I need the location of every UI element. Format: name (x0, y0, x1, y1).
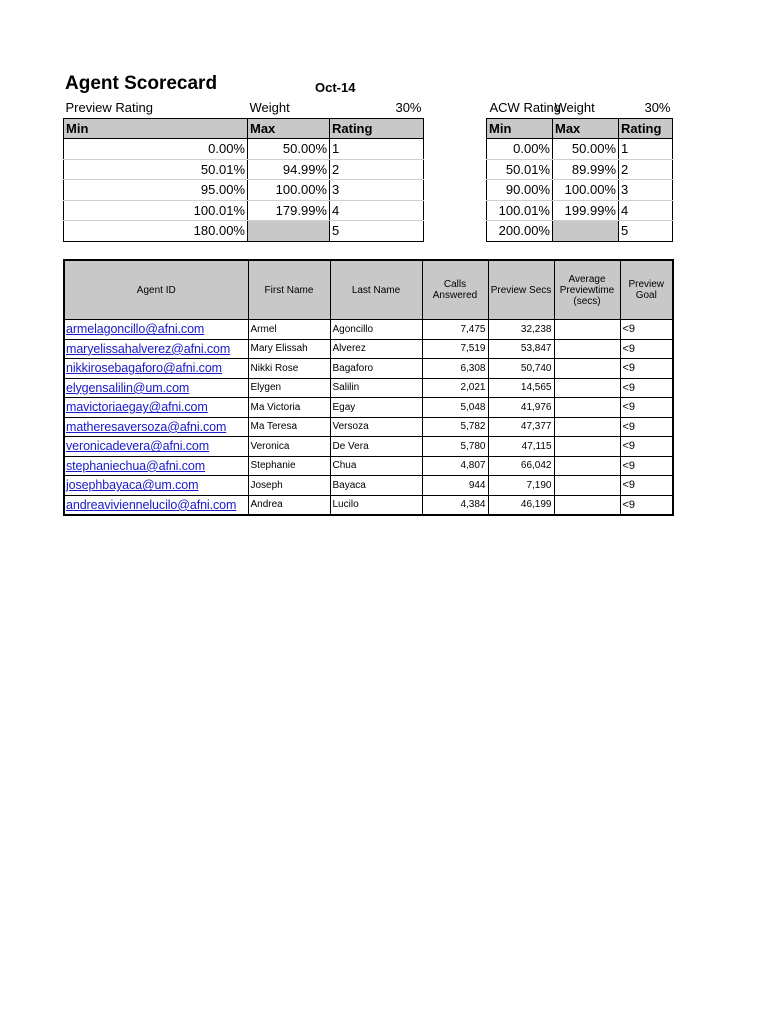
preview-rating-cell: 2 (330, 159, 424, 180)
preview-max-cell: 94.99% (248, 159, 330, 180)
table-row (64, 359, 673, 379)
first-name-cell: Stephanie (248, 456, 330, 476)
preview-rating-cell: 1 (330, 139, 424, 160)
average-previewtime-cell (554, 417, 620, 437)
preview-max-cell: 100.00% (248, 180, 330, 201)
acw-max-cell: 100.00% (553, 180, 619, 201)
calls-answered-cell: 5,780 (422, 437, 488, 457)
calls-answered-cell: 5,782 (422, 417, 488, 437)
agent-email-link[interactable]: stephaniechua@afni.com (64, 456, 248, 476)
preview-goal-cell: <9 (620, 476, 673, 496)
table-row (64, 339, 673, 359)
last-name-cell: Bayaca (330, 476, 422, 496)
preview-goal-cell: <9 (620, 437, 673, 457)
table-row (487, 221, 673, 242)
acw-min-cell: 0.00% (487, 139, 553, 160)
average-previewtime-cell (554, 476, 620, 496)
preview-rating-label: Preview Rating (64, 98, 248, 118)
last-name-cell: Salilin (330, 378, 422, 398)
agent-email-link[interactable]: josephbayaca@um.com (64, 476, 248, 496)
first-name-cell: Ma Victoria (248, 398, 330, 418)
month-label: Oct-14 (315, 80, 356, 95)
first-name-cell: Andrea (248, 495, 330, 515)
table-row (64, 221, 424, 242)
agent-email-link[interactable]: armelagoncillo@afni.com (64, 320, 248, 340)
acw-min-cell: 100.01% (487, 200, 553, 221)
table-row (64, 180, 424, 201)
preview-col-max: Max (248, 118, 330, 139)
calls-answered-cell: 2,021 (422, 378, 488, 398)
last-name-cell: Agoncillo (330, 320, 422, 340)
page-title: Agent Scorecard (65, 73, 218, 94)
average-previewtime-cell (554, 378, 620, 398)
acw-rating-cell: 5 (619, 221, 673, 242)
preview-secs-cell: 14,565 (488, 378, 554, 398)
preview-rating-cell: 3 (330, 180, 424, 201)
calls-answered-cell: 5,048 (422, 398, 488, 418)
acw-weight-label: Weight (553, 98, 619, 118)
table-row (487, 159, 673, 180)
acw-min-cell: 200.00% (487, 221, 553, 242)
acw-rating-cell: 4 (619, 200, 673, 221)
average-previewtime-cell (554, 359, 620, 379)
preview-secs-cell: 47,377 (488, 417, 554, 437)
acw-max-cell: 50.00% (553, 139, 619, 160)
first-name-cell: Elygen (248, 378, 330, 398)
acw-rating-label: ACW Rating (487, 98, 553, 118)
acw-col-rating: Rating (619, 118, 673, 139)
preview-rating-cell: 5 (330, 221, 424, 242)
preview-goal-cell: <9 (620, 378, 673, 398)
preview-weight-label: Weight (248, 98, 330, 118)
table-row (64, 320, 673, 340)
average-previewtime-cell (554, 456, 620, 476)
preview-max-cell (248, 221, 330, 242)
col-average-previewtime: Average Previewtime (secs) (554, 260, 620, 320)
last-name-cell: De Vera (330, 437, 422, 457)
average-previewtime-cell (554, 339, 620, 359)
last-name-cell: Lucilo (330, 495, 422, 515)
table-row (64, 417, 673, 437)
preview-goal-cell: <9 (620, 320, 673, 340)
average-previewtime-cell (554, 398, 620, 418)
average-previewtime-cell (554, 320, 620, 340)
first-name-cell: Mary Elissah (248, 339, 330, 359)
table-row (64, 456, 673, 476)
first-name-cell: Ma Teresa (248, 417, 330, 437)
acw-col-min: Min (487, 118, 553, 139)
preview-secs-cell: 46,199 (488, 495, 554, 515)
first-name-cell: Veronica (248, 437, 330, 457)
acw-max-cell: 199.99% (553, 200, 619, 221)
col-first-name: First Name (248, 260, 330, 320)
agents-table (63, 259, 674, 516)
preview-col-min: Min (64, 118, 248, 139)
first-name-cell: Nikki Rose (248, 359, 330, 379)
preview-goal-cell: <9 (620, 417, 673, 437)
calls-answered-cell: 944 (422, 476, 488, 496)
table-row (64, 159, 424, 180)
preview-secs-cell: 50,740 (488, 359, 554, 379)
preview-secs-cell: 47,115 (488, 437, 554, 457)
preview-rating-table (63, 98, 424, 242)
preview-min-cell: 180.00% (64, 221, 248, 242)
table-row (487, 200, 673, 221)
preview-max-cell: 179.99% (248, 200, 330, 221)
preview-goal-cell: <9 (620, 398, 673, 418)
agent-email-link[interactable]: matheresaversoza@afni.com (64, 417, 248, 437)
preview-secs-cell: 66,042 (488, 456, 554, 476)
table-row (487, 180, 673, 201)
acw-min-cell: 50.01% (487, 159, 553, 180)
acw-min-cell: 90.00% (487, 180, 553, 201)
last-name-cell: Versoza (330, 417, 422, 437)
acw-rating-cell: 3 (619, 180, 673, 201)
table-row (64, 476, 673, 496)
preview-goal-cell: <9 (620, 495, 673, 515)
agent-email-link[interactable]: veronicadevera@afni.com (64, 437, 248, 457)
preview-goal-cell: <9 (620, 359, 673, 379)
last-name-cell: Bagaforo (330, 359, 422, 379)
preview-secs-cell: 41,976 (488, 398, 554, 418)
acw-rating-cell: 1 (619, 139, 673, 160)
acw-max-cell (553, 221, 619, 242)
table-row (64, 437, 673, 457)
last-name-cell: Egay (330, 398, 422, 418)
preview-secs-cell: 53,847 (488, 339, 554, 359)
calls-answered-cell: 7,519 (422, 339, 488, 359)
agent-email-link[interactable]: elygensalilin@um.com (64, 378, 248, 398)
acw-rating-cell: 2 (619, 159, 673, 180)
preview-min-cell: 0.00% (64, 139, 248, 160)
calls-answered-cell: 4,384 (422, 495, 488, 515)
col-agent-id: Agent ID (64, 260, 248, 320)
first-name-cell: Armel (248, 320, 330, 340)
table-row (487, 139, 673, 160)
average-previewtime-cell (554, 437, 620, 457)
preview-secs-cell: 7,190 (488, 476, 554, 496)
agent-email-link[interactable]: maryelissahalverez@afni.com (64, 339, 248, 359)
col-last-name: Last Name (330, 260, 422, 320)
calls-answered-cell: 4,807 (422, 456, 488, 476)
col-preview-secs: Preview Secs (488, 260, 554, 320)
preview-min-cell: 100.01% (64, 200, 248, 221)
agent-email-link[interactable]: andreaviviennelucilo@afni.com (64, 495, 248, 515)
preview-weight-value: 30% (330, 98, 424, 118)
agent-email-link[interactable]: mavictoriaegay@afni.com (64, 398, 248, 418)
table-row (64, 495, 673, 515)
col-preview-goal: Preview Goal (620, 260, 673, 320)
calls-answered-cell: 7,475 (422, 320, 488, 340)
agent-email-link[interactable]: nikkirosebagaforo@afni.com (64, 359, 248, 379)
acw-weight-value: 30% (619, 98, 673, 118)
acw-rating-table (486, 98, 673, 242)
col-calls-answered: Calls Answered (422, 260, 488, 320)
preview-col-rating: Rating (330, 118, 424, 139)
acw-col-max: Max (553, 118, 619, 139)
first-name-cell: Joseph (248, 476, 330, 496)
table-row (64, 398, 673, 418)
preview-max-cell: 50.00% (248, 139, 330, 160)
calls-answered-cell: 6,308 (422, 359, 488, 379)
acw-max-cell: 89.99% (553, 159, 619, 180)
preview-goal-cell: <9 (620, 339, 673, 359)
preview-rating-cell: 4 (330, 200, 424, 221)
preview-min-cell: 50.01% (64, 159, 248, 180)
preview-goal-cell: <9 (620, 456, 673, 476)
table-row (64, 139, 424, 160)
table-row (64, 378, 673, 398)
preview-min-cell: 95.00% (64, 180, 248, 201)
average-previewtime-cell (554, 495, 620, 515)
table-row (64, 200, 424, 221)
last-name-cell: Chua (330, 456, 422, 476)
last-name-cell: Alverez (330, 339, 422, 359)
preview-secs-cell: 32,238 (488, 320, 554, 340)
